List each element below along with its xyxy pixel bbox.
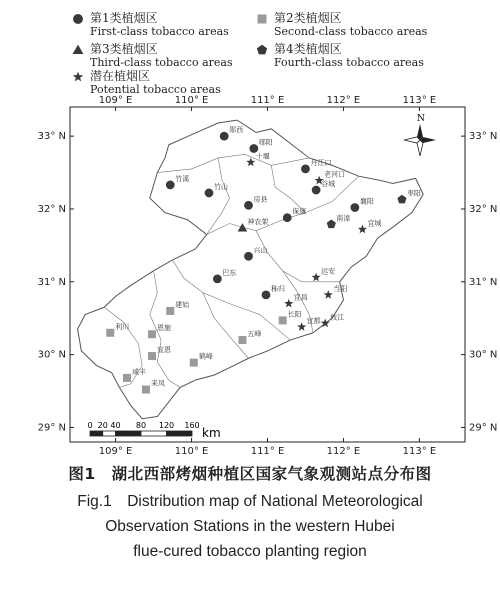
- legend-label-zh: 第1类植烟区: [90, 11, 158, 25]
- station-label: 丹江口: [310, 158, 332, 167]
- legend-label-zh: 潜在植烟区: [90, 69, 151, 83]
- station-marker-square: [238, 336, 246, 344]
- legend-item: [90, 12, 229, 38]
- lon-label-bottom: 113° E: [402, 446, 437, 457]
- legend-pentagon-icon: [256, 44, 268, 56]
- station-label: 恩施: [157, 324, 172, 333]
- lat-label-right: 33° N: [469, 131, 498, 143]
- lat-label-right: 31° N: [469, 276, 498, 288]
- legend-circle-icon: [72, 13, 84, 25]
- caption-en-line-1: Fig.1 Distribution map of National Meteorological: [77, 493, 423, 510]
- station-marker-circle: [205, 189, 214, 198]
- station-label: 南漳: [336, 214, 351, 223]
- lon-label-bottom: 111° E: [250, 446, 285, 457]
- lat-label-left: 29° N: [37, 422, 66, 434]
- legend-square-symbol: [258, 15, 267, 24]
- station-label: 五峰: [247, 330, 262, 339]
- legend-circle-symbol: [73, 14, 83, 24]
- legend-label-en: Potential tobacco areas: [90, 83, 221, 96]
- station-label: 远安: [321, 267, 336, 276]
- station-label: 老河口: [324, 170, 346, 179]
- lon-label-top: 113° E: [402, 95, 437, 106]
- station-label: 来凤: [150, 379, 165, 388]
- station-label: 房县: [253, 195, 268, 204]
- lon-label-top: 110° E: [174, 95, 209, 106]
- map-legend: [0, 0, 500, 95]
- scale-bar-segment: [116, 431, 142, 436]
- station-label: 襄阳: [359, 197, 374, 206]
- legend-triangle-symbol: [73, 45, 84, 54]
- legend-label-en: Third-class tobacco areas: [90, 56, 233, 69]
- station-marker-circle: [213, 274, 222, 283]
- lat-label-left: 32° N: [37, 203, 66, 215]
- north-label: N: [417, 114, 425, 124]
- scale-bar-segment: [90, 431, 103, 436]
- station-marker-circle: [312, 186, 321, 195]
- legend-label-en: Fourth-class tobacco areas: [274, 56, 424, 69]
- legend-star-symbol: [73, 72, 83, 82]
- legend-star-icon: [72, 71, 84, 83]
- scale-bar-segment: [141, 431, 167, 436]
- scale-tick-label: 80: [135, 421, 147, 430]
- station-label: 郧阳: [258, 138, 273, 147]
- station-marker-circle: [244, 252, 253, 261]
- legend-item: [274, 43, 424, 69]
- station-marker-square: [123, 374, 131, 382]
- lat-label-left: 31° N: [37, 276, 66, 288]
- station-label: 长阳: [287, 310, 302, 319]
- station-label: 建始: [175, 300, 190, 309]
- station-label: 神农架: [247, 217, 269, 226]
- legend-label-en: Second-class tobacco areas: [274, 25, 428, 38]
- lon-label-top: 111° E: [250, 95, 285, 106]
- scale-tick-label: 0: [87, 421, 93, 430]
- legend-triangle-icon: [72, 44, 84, 56]
- station-label: 十堰: [255, 152, 270, 161]
- station-label: 宜都: [306, 316, 321, 325]
- station-label: 宜城: [367, 219, 382, 228]
- station-marker-square: [190, 359, 198, 367]
- figure-caption: [0, 462, 500, 564]
- station-label: 郧西: [229, 126, 244, 135]
- station-marker-circle: [166, 181, 175, 190]
- lon-label-top: 109° E: [98, 95, 133, 106]
- legend-label-en: First-class tobacco areas: [90, 25, 229, 38]
- scale-tick-label: 160: [184, 421, 200, 430]
- scale-bar-segment: [167, 431, 193, 436]
- scale-tick-label: 120: [158, 421, 175, 430]
- legend-item: [274, 12, 427, 38]
- station-marker-circle: [262, 290, 271, 299]
- lon-label-top: 112° E: [326, 95, 361, 106]
- lat-label-right: 32° N: [469, 203, 498, 215]
- station-map: [0, 95, 500, 462]
- station-label: 宣恩: [157, 346, 172, 355]
- lon-label-bottom: 112° E: [326, 446, 361, 457]
- station-label: 利川: [115, 322, 130, 331]
- station-label: 保康: [292, 207, 307, 216]
- lon-label-bottom: 110° E: [174, 446, 209, 457]
- lon-label-bottom: 109° E: [98, 446, 133, 457]
- scale-unit: km: [202, 426, 221, 440]
- station-label: 兴山: [253, 246, 268, 255]
- legend-pentagon-symbol: [257, 45, 267, 55]
- lat-label-right: 29° N: [469, 422, 498, 434]
- lat-label-left: 30° N: [37, 349, 66, 361]
- station-marker-square: [279, 316, 287, 324]
- station-marker-circle: [283, 213, 292, 222]
- station-label: 当阳: [333, 284, 348, 293]
- scale-bar-segment: [103, 431, 116, 436]
- station-marker-square: [148, 352, 156, 360]
- legend-square-icon: [256, 13, 268, 25]
- legend-label-zh: 第2类植烟区: [274, 11, 342, 25]
- caption-en-line-3: flue-cured tobacco planting region: [133, 543, 367, 560]
- lat-label-right: 30° N: [469, 349, 498, 361]
- legend-item: [90, 70, 221, 96]
- station-label: 咸丰: [131, 367, 146, 376]
- station-label: 秭归: [270, 284, 285, 293]
- lat-label-left: 33° N: [37, 131, 66, 143]
- station-label: 枣阳: [406, 189, 421, 198]
- station-label: 竹溪: [175, 174, 190, 183]
- station-marker-square: [148, 330, 156, 338]
- station-marker-square: [106, 329, 114, 337]
- station-label: 竹山: [214, 182, 229, 191]
- caption-zh: 图1 湖北西部烤烟种植区国家气象观测站点分布图: [68, 465, 432, 483]
- station-marker-circle: [244, 201, 253, 210]
- station-label: 巴东: [222, 268, 237, 277]
- station-label: 枝江: [330, 313, 345, 322]
- scale-tick-label: 20: [97, 421, 108, 430]
- scale-tick-label: 40: [110, 421, 121, 430]
- station-marker-circle: [350, 203, 359, 212]
- station-marker-circle: [301, 165, 310, 174]
- legend-item: [90, 43, 233, 69]
- station-label: 鹤峰: [198, 352, 213, 361]
- station-label: 宜昌: [293, 293, 308, 302]
- station-marker-square: [166, 307, 174, 315]
- station-label: 谷城: [321, 180, 336, 189]
- legend-label-zh: 第4类植烟区: [274, 42, 342, 56]
- legend-label-zh: 第3类植烟区: [90, 42, 158, 56]
- caption-en-line-2: Observation Stations in the western Hubei: [105, 518, 395, 535]
- station-marker-circle: [220, 132, 229, 141]
- station-marker-square: [142, 386, 150, 394]
